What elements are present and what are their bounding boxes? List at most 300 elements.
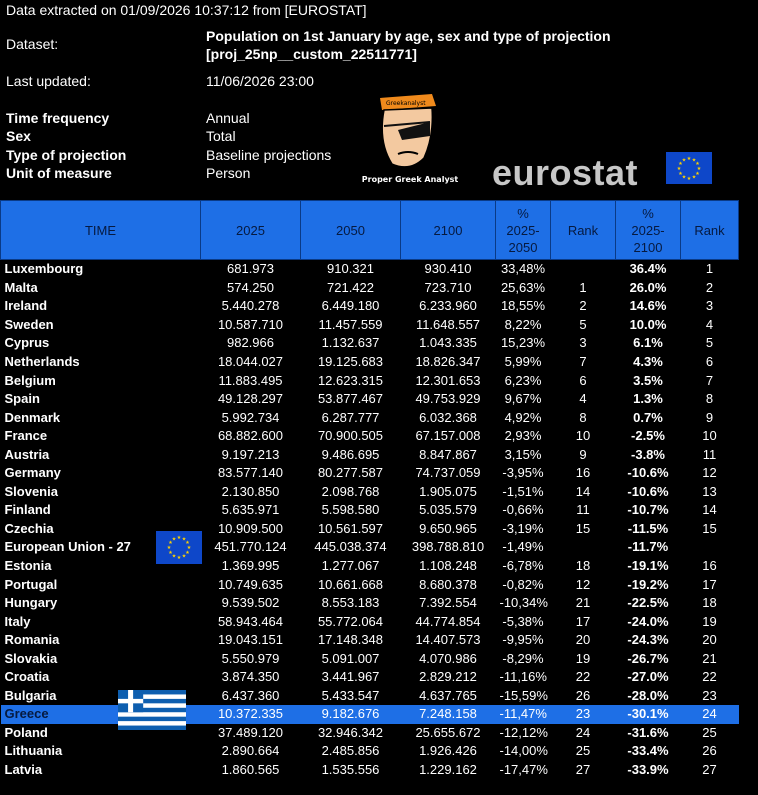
cell-2050: 9.486.695	[321, 446, 380, 462]
cell-rank-2100: 25	[702, 724, 717, 740]
cell-rank-2050: 21	[575, 595, 591, 611]
cell-country: Malta	[4, 279, 38, 295]
svg-text:★: ★	[176, 535, 182, 541]
cell-pct-2100: 4.3%	[633, 354, 663, 369]
cell-pct-2100: 6.1%	[633, 335, 663, 351]
cell-2025: 982.966	[227, 335, 274, 351]
cell-rank-2050: 3	[579, 335, 587, 351]
meta-label: Type of projection	[6, 147, 127, 163]
cell-country: France	[4, 428, 48, 444]
svg-text:★: ★	[678, 161, 683, 167]
cell-rank-2100: 26	[702, 743, 717, 759]
cell-2050: 55.772.064	[317, 613, 384, 629]
table-row	[1, 649, 739, 668]
cell-2050: 10.661.668	[317, 576, 384, 592]
cartoon-hat-text: Greekanalyst	[386, 100, 426, 107]
cell-country: Germany	[4, 465, 61, 481]
cell-country: Slovenia	[4, 483, 58, 499]
cell-rank-2100: 14	[702, 502, 717, 518]
col-header-rank-2050: Rank	[551, 201, 616, 260]
cell-country: Finland	[4, 502, 51, 518]
cell-2025: 3.874.350	[221, 669, 280, 685]
cell-2050: 19.125.683	[317, 354, 384, 369]
cell-rank-2100: 19	[702, 613, 717, 629]
cell-pct-2050: -8,29%	[502, 650, 544, 666]
cell-rank-2100: 18	[702, 595, 717, 611]
cell-pct-2050: 25,63%	[500, 279, 546, 295]
cell-pct-2050: -14,00%	[499, 743, 548, 759]
cell-pct-2100: 1.3%	[633, 391, 663, 407]
cell-country: Lithuania	[4, 743, 63, 759]
cell-2025: 1.369.995	[221, 558, 280, 574]
cell-rank-2050: 14	[575, 483, 591, 499]
cell-country: Bulgaria	[4, 687, 57, 703]
cell-pct-2050: -1,49%	[502, 539, 544, 555]
cell-pct-2100: -3.8%	[631, 446, 665, 462]
cell-pct-2100: -24.3%	[627, 632, 669, 648]
table-row	[1, 538, 739, 557]
cell-rank-2050: 23	[551, 705, 616, 724]
cell-2050: 6.287.777	[321, 409, 380, 425]
col-header-2050: 2050	[301, 201, 401, 260]
cell-rank-2050	[551, 538, 616, 557]
cell-2100: 8.847.867	[419, 446, 477, 462]
cell-country: Denmark	[4, 409, 61, 425]
cell-2100: 1.926.426	[419, 743, 477, 759]
table-row	[1, 316, 739, 335]
svg-text:★: ★	[171, 536, 177, 543]
cell-2025: 10.749.635	[217, 576, 284, 592]
table-row	[1, 334, 739, 353]
cell-2100: 7.392.554	[419, 595, 477, 611]
cell-2050: 5.433.547	[321, 687, 380, 703]
cell-2025: 58.943.464	[217, 613, 284, 629]
cell-rank-2100: 13	[702, 483, 717, 499]
cell-rank-2050: 11	[576, 502, 590, 518]
cell-2050: 2.098.768	[321, 483, 380, 499]
analyst-cartoon-icon	[362, 92, 458, 186]
meta-label: Unit of measure	[6, 165, 112, 181]
cell-2050: 80.277.587	[317, 465, 384, 481]
cell-rank-2100: 20	[702, 632, 717, 648]
cell-2025: 2.890.664	[221, 743, 280, 759]
cell-country: Austria	[4, 446, 50, 462]
svg-text:★: ★	[696, 166, 702, 172]
col-header-rank-2100: Rank	[681, 201, 739, 260]
svg-text:★: ★	[681, 157, 687, 164]
table-row	[1, 390, 739, 409]
meta-row-dataset	[0, 28, 758, 68]
svg-text:★: ★	[166, 545, 172, 551]
svg-text:★: ★	[676, 166, 682, 172]
cell-pct-2050: -9,95%	[502, 632, 544, 648]
cell-rank-2050: 17	[575, 613, 591, 629]
cell-country: Italy	[4, 613, 31, 629]
cell-country: Estonia	[4, 558, 52, 574]
cell-pct-2050: 3,15%	[504, 446, 542, 462]
table-row	[1, 668, 739, 687]
cell-rank-2050: 9	[579, 446, 587, 462]
cell-rank-2100: 21	[702, 650, 717, 666]
cell-2050: 9.182.676	[301, 705, 401, 724]
cell-country: Czechia	[4, 520, 54, 536]
cell-rank-2050: 8	[579, 409, 587, 425]
metadata-panel	[0, 0, 758, 200]
meta-value: Baseline projections	[206, 147, 332, 163]
table-row	[1, 445, 739, 464]
svg-text:★: ★	[185, 550, 190, 556]
table-row	[1, 297, 739, 316]
svg-text:★: ★	[695, 171, 700, 177]
cell-2025: 574.250	[227, 279, 274, 295]
cell-country: Sweden	[4, 316, 54, 332]
svg-text:★: ★	[691, 174, 697, 181]
cell-rank-2100: 5	[705, 335, 714, 351]
meta-value: Total	[206, 128, 236, 144]
cell-pct-2050: 2,93%	[504, 428, 542, 444]
cell-2025: 9.539.502	[221, 595, 280, 611]
cell-2100: 67.157.008	[415, 428, 481, 444]
cell-rank-2050: 19	[575, 650, 591, 666]
cell-2025: 10.909.500	[217, 520, 284, 536]
cell-rank-2100: 1	[705, 261, 714, 277]
cell-rank-2050: 4	[579, 391, 587, 407]
greece-flag-icon	[118, 690, 186, 730]
cell-2100: 930.410	[424, 261, 472, 277]
cell-2100: 2.829.212	[419, 669, 477, 685]
cell-rank-2050: 15	[575, 520, 591, 536]
meta-label: Time frequency	[6, 110, 110, 126]
svg-text:★: ★	[185, 540, 190, 546]
cell-pct-2050: 15,23%	[500, 335, 546, 351]
cell-2100: 1.108.248	[419, 558, 477, 574]
cell-rank-2100: 23	[702, 687, 717, 703]
eu-flag-row-icon	[156, 531, 202, 564]
cell-pct-2050: -3,19%	[502, 520, 544, 536]
cell-rank-2100: 7	[705, 372, 714, 388]
cell-country: Luxembourg	[4, 261, 84, 277]
cell-2025: 18.044.027	[217, 354, 284, 369]
eurostat-logo: eurostat	[492, 152, 639, 193]
cell-pct-2100: -10.6%	[627, 465, 669, 481]
cell-2025: 5.440.278	[221, 298, 280, 314]
cell-2100: 18.826.347	[415, 354, 481, 369]
cell-rank-2050: 18	[575, 558, 591, 574]
svg-text:★: ★	[678, 171, 683, 177]
cell-2025: 2.130.850	[221, 483, 280, 499]
table-row	[1, 520, 739, 539]
cell-pct-2100: 36.4%	[629, 261, 667, 277]
cell-rank-2100: 6	[705, 354, 714, 369]
col-header-pct-2050: % 2025- 2050	[496, 201, 551, 260]
cell-rank-2050: 16	[575, 465, 591, 481]
meta-value-id: [proj_25np__custom_22511771]	[206, 46, 417, 62]
col-header-time: TIME	[1, 201, 201, 260]
cell-2100: 8.680.378	[419, 576, 477, 592]
cell-2025: 19.043.151	[217, 632, 284, 648]
cell-2100: 9.650.965	[419, 520, 477, 536]
cell-2050: 5.091.007	[321, 650, 380, 666]
cell-pct-2100: -28.0%	[627, 687, 669, 703]
svg-text:★: ★	[695, 161, 700, 167]
cell-rank-2050: 7	[579, 354, 587, 369]
col-header-pct-2100: % 2025- 2100	[616, 201, 681, 260]
cell-pct-2050: 33,48%	[500, 261, 546, 277]
cell-2050: 1.535.556	[321, 762, 380, 778]
cell-2100: 398.788.810	[411, 539, 485, 555]
cell-country: Croatia	[4, 669, 50, 685]
cell-2025: 6.437.360	[221, 687, 280, 703]
meta-value: Person	[206, 165, 251, 181]
cell-country: European Union - 27	[4, 539, 131, 555]
cell-country: Slovakia	[4, 650, 58, 666]
cell-rank-2100: 24	[681, 705, 739, 724]
col-header-2100: 2100	[401, 201, 496, 260]
cell-pct-2050: 18,55%	[500, 298, 546, 314]
cell-pct-2100: -30.1%	[616, 705, 681, 724]
table-row	[1, 353, 739, 372]
cell-2050: 3.441.967	[321, 669, 380, 685]
cell-rank-2100	[681, 538, 739, 557]
cell-2050: 17.148.348	[317, 632, 384, 648]
table-row	[1, 371, 739, 390]
cell-2025: 5.550.979	[221, 650, 280, 666]
cell-pct-2100: 14.6%	[629, 298, 667, 314]
cell-2025: 10.587.710	[217, 316, 284, 332]
cell-rank-2100: 11	[702, 446, 717, 462]
meta-value: 11/06/2026 23:00	[206, 73, 314, 89]
cell-pct-2100: 26.0%	[629, 279, 667, 295]
cell-rank-2100: 16	[702, 558, 717, 574]
cell-country: Portugal	[4, 576, 58, 592]
cell-country: Netherlands	[4, 354, 80, 369]
cell-country: Greece	[1, 705, 201, 724]
cell-2100: 6.032.368	[419, 409, 477, 425]
cell-pct-2100: -26.7%	[627, 650, 669, 666]
cell-2025: 83.577.140	[217, 465, 284, 481]
cell-pct-2050: -12,12%	[499, 724, 548, 740]
cell-rank-2050: 20	[575, 632, 591, 648]
cell-pct-2050: 9,67%	[504, 391, 542, 407]
cell-2100: 5.035.579	[419, 502, 477, 518]
cell-2025: 451.770.124	[214, 539, 287, 555]
table-row	[1, 483, 739, 502]
cell-rank-2050: 24	[575, 724, 591, 740]
cell-2050: 53.877.467	[317, 391, 384, 407]
cell-pct-2050: 6,23%	[504, 372, 542, 388]
cell-2025: 11.883.495	[218, 372, 283, 388]
meta-value: Annual	[206, 110, 250, 126]
cell-2100: 49.753.929	[415, 391, 481, 407]
table-row	[1, 742, 739, 761]
cell-pct-2100: -10.7%	[627, 502, 669, 518]
cell-2100: 7.248.158	[401, 705, 496, 724]
cell-2050: 1.132.637	[321, 335, 380, 351]
cell-rank-2050: 1	[579, 279, 587, 295]
cell-pct-2050: -11,47%	[496, 705, 551, 724]
cell-pct-2100: 0.7%	[633, 409, 663, 425]
cell-rank-2050: 6	[579, 372, 587, 388]
cell-2025: 49.128.297	[217, 391, 284, 407]
cell-pct-2100: -19.2%	[627, 576, 669, 592]
cell-pct-2100: -11.5%	[627, 520, 669, 536]
cell-rank-2050	[551, 260, 616, 279]
svg-text:★: ★	[168, 540, 173, 546]
cell-pct-2050: -5,38%	[502, 613, 544, 629]
cell-2100: 723.710	[424, 279, 472, 295]
cell-2100: 4.637.765	[419, 687, 477, 703]
cell-rank-2050: 27	[575, 762, 591, 778]
cell-pct-2050: -11,16%	[499, 669, 547, 685]
cell-pct-2100: -33.4%	[627, 743, 669, 759]
cell-pct-2050: -6,78%	[502, 558, 544, 574]
cell-pct-2050: -0,66%	[502, 502, 544, 518]
cell-pct-2050: 8,22%	[504, 316, 542, 332]
meta-value: Population on 1st January by age, sex and type of projection	[206, 28, 611, 44]
svg-text:★: ★	[686, 156, 692, 162]
cell-2050: 6.449.180	[321, 298, 380, 314]
meta-label: Dataset:	[6, 36, 59, 52]
cell-pct-2100: -10.6%	[627, 483, 669, 499]
cell-2100: 12.301.653	[415, 372, 481, 388]
table-row	[1, 501, 739, 520]
cell-pct-2050: -17,47%	[499, 762, 548, 778]
cell-2025: 5.992.734	[221, 409, 280, 425]
table-row	[1, 279, 739, 298]
cell-rank-2100: 3	[705, 298, 714, 314]
col-header-2025: 2025	[201, 201, 301, 260]
cell-rank-2050: 25	[575, 743, 591, 759]
cell-pct-2100: -11.7%	[627, 539, 669, 555]
cell-2025: 10.372.335	[201, 705, 301, 724]
svg-text:★: ★	[686, 176, 692, 182]
source-line: Data extracted on 01/09/2026 10:37:12 from [EUROSTAT]	[6, 2, 367, 18]
meta-label: Sex	[6, 128, 31, 144]
cell-rank-2050: 26	[575, 687, 591, 703]
cell-2100: 1.043.335	[419, 335, 477, 351]
cell-rank-2100: 27	[702, 762, 717, 778]
cell-country: Romania	[4, 632, 60, 648]
table-row	[1, 612, 739, 631]
cell-rank-2100: 9	[705, 409, 714, 425]
cell-pct-2050: -1,51%	[502, 483, 544, 499]
cell-2100: 14.407.573	[415, 632, 481, 648]
svg-text:★: ★	[176, 555, 182, 561]
cell-rank-2100: 2	[705, 279, 714, 295]
cell-rank-2100: 17	[702, 576, 717, 592]
table-row	[1, 687, 739, 706]
cell-rank-2050: 5	[579, 316, 587, 332]
table-row	[1, 464, 739, 483]
cell-pct-2050: -3,95%	[502, 465, 544, 481]
cell-pct-2100: -31.6%	[627, 724, 669, 740]
cell-2025: 5.635.971	[221, 502, 280, 518]
cell-2025: 9.197.213	[221, 446, 280, 462]
cell-pct-2050: 4,92%	[504, 409, 542, 425]
cell-pct-2100: -19.1%	[627, 558, 669, 574]
cell-pct-2100: -27.0%	[627, 669, 669, 685]
cell-pct-2100: -22.5%	[627, 595, 669, 611]
cell-rank-2100: 15	[702, 520, 717, 536]
cell-2100: 4.070.986	[419, 650, 477, 666]
table-row	[1, 631, 739, 650]
svg-text:★: ★	[171, 553, 177, 560]
cell-country: Spain	[4, 391, 40, 407]
svg-text:★: ★	[691, 157, 697, 164]
cell-pct-2100: 3.5%	[633, 372, 663, 388]
cell-country: Hungary	[4, 595, 58, 611]
table-row	[1, 594, 739, 613]
cell-2100: 25.655.672	[415, 724, 481, 740]
cell-rank-2100: 10	[702, 428, 717, 444]
table-row	[1, 408, 739, 427]
cell-2100: 6.233.960	[419, 298, 477, 314]
population-table	[0, 200, 739, 779]
cell-rank-2100: 8	[705, 391, 714, 407]
eu-flag-icon	[666, 152, 712, 184]
cell-2050: 5.598.580	[321, 502, 380, 518]
cell-2100: 44.774.854	[415, 613, 481, 629]
cell-2050: 11.457.559	[318, 316, 383, 332]
cell-rank-2050: 22	[575, 669, 591, 685]
cell-pct-2100: -33.9%	[627, 762, 669, 778]
cell-rank-2050: 10	[575, 428, 591, 444]
svg-text:★: ★	[181, 536, 187, 543]
table-row	[1, 260, 739, 279]
table-row	[1, 724, 739, 743]
cell-pct-2050: -10,34%	[499, 595, 548, 611]
svg-text:★: ★	[681, 174, 687, 181]
cell-2100: 1.905.075	[419, 483, 477, 499]
cell-2050: 445.038.374	[314, 539, 387, 555]
cell-pct-2100: 10.0%	[629, 316, 667, 332]
cell-country: Ireland	[4, 298, 48, 314]
svg-text:★: ★	[186, 545, 192, 551]
table-row	[1, 705, 739, 724]
cell-country: Belgium	[4, 372, 56, 388]
table-row	[1, 557, 739, 576]
cell-country: Cyprus	[4, 335, 50, 351]
cell-rank-2050: 2	[579, 298, 587, 314]
cell-2050: 12.623.315	[317, 372, 384, 388]
cell-2050: 721.422	[327, 279, 374, 295]
cell-pct-2050: -15,59%	[499, 687, 548, 703]
table-header-row	[1, 201, 739, 260]
meta-label: Last updated:	[6, 73, 91, 89]
cell-country: Latvia	[4, 762, 43, 778]
cell-rank-2100: 4	[705, 316, 714, 332]
cell-pct-2100: -24.0%	[627, 613, 669, 629]
cell-rank-2100: 22	[702, 669, 717, 685]
cell-2025: 1.860.565	[221, 762, 280, 778]
cell-country: Poland	[4, 724, 48, 740]
cell-pct-2050: 5,99%	[504, 354, 542, 369]
cell-2050: 2.485.856	[321, 743, 380, 759]
table-row	[1, 575, 739, 594]
cell-pct-2100: -2.5%	[631, 428, 665, 444]
cell-2100: 74.737.059	[415, 465, 481, 481]
cell-2050: 910.321	[327, 261, 374, 277]
cell-2025: 37.489.120	[217, 724, 284, 740]
cell-2050: 70.900.505	[317, 428, 384, 444]
cell-pct-2050: -0,82%	[502, 576, 544, 592]
cell-rank-2100: 12	[702, 465, 717, 481]
svg-text:★: ★	[181, 553, 187, 560]
cell-2025: 681.973	[227, 261, 274, 277]
cell-2050: 10.561.597	[317, 520, 384, 536]
cartoon-caption: Proper Greek Analyst	[362, 175, 458, 184]
cell-2100: 1.229.162	[419, 762, 477, 778]
